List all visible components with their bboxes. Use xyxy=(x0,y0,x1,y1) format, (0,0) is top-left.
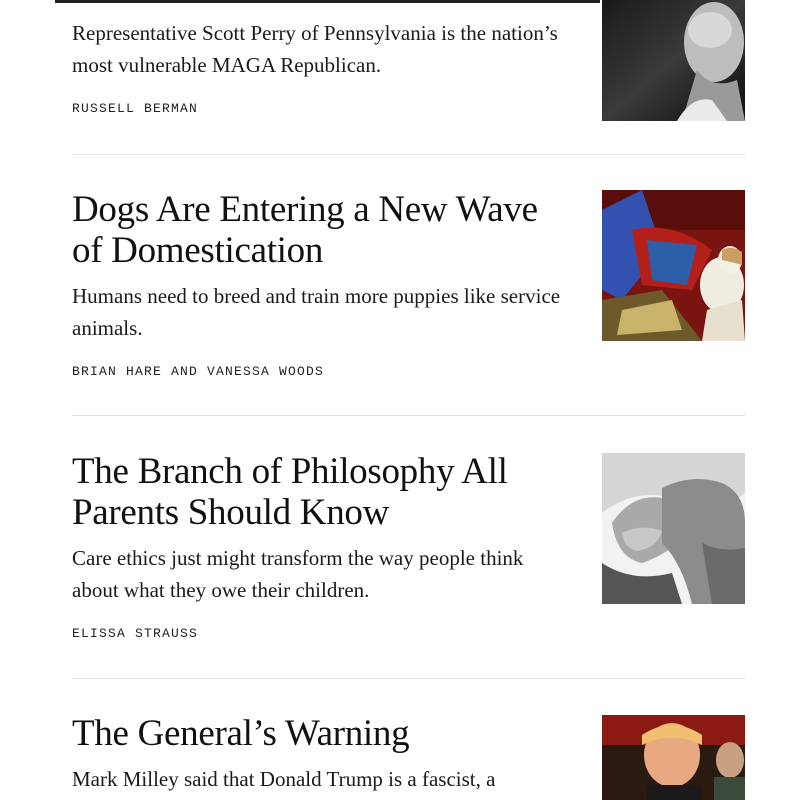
divider xyxy=(72,678,745,679)
article-card[interactable] xyxy=(72,451,745,651)
divider xyxy=(72,415,745,416)
article-dek: Mark Milley said that Donald Trump is a fascist, a xyxy=(72,767,496,791)
article-thumbnail[interactable] xyxy=(602,0,745,121)
article-headline[interactable]: Dogs Are Entering a New Wave of Domestication xyxy=(72,189,538,271)
article-byline[interactable]: ELISSA STRAUSS xyxy=(72,626,199,641)
article-headline[interactable]: The General’s Warning xyxy=(72,713,410,754)
article-thumbnail[interactable] xyxy=(602,190,745,341)
article-dek: Representative Scott Perry of Pennsylvania is the nation’s most vulnerable MAGA Republican. xyxy=(72,21,558,77)
article-dek: Humans need to breed and train more puppies like service animals. xyxy=(72,284,561,340)
article-thumbnail[interactable] xyxy=(602,715,745,800)
article-card[interactable] xyxy=(72,713,745,800)
article-byline[interactable]: BRIAN HARE AND VANESSA WOODS xyxy=(72,364,325,379)
article-headline[interactable]: The Branch of Philosophy All Parents Should Know xyxy=(72,451,508,533)
article-byline[interactable]: RUSSELL BERMAN xyxy=(72,101,199,116)
divider xyxy=(72,154,745,155)
article-thumbnail[interactable] xyxy=(602,453,745,604)
article-dek: Care ethics just might transform the way people think about what they owe their children. xyxy=(72,546,524,602)
article-card[interactable] xyxy=(72,189,745,389)
article-card[interactable] xyxy=(72,0,745,150)
